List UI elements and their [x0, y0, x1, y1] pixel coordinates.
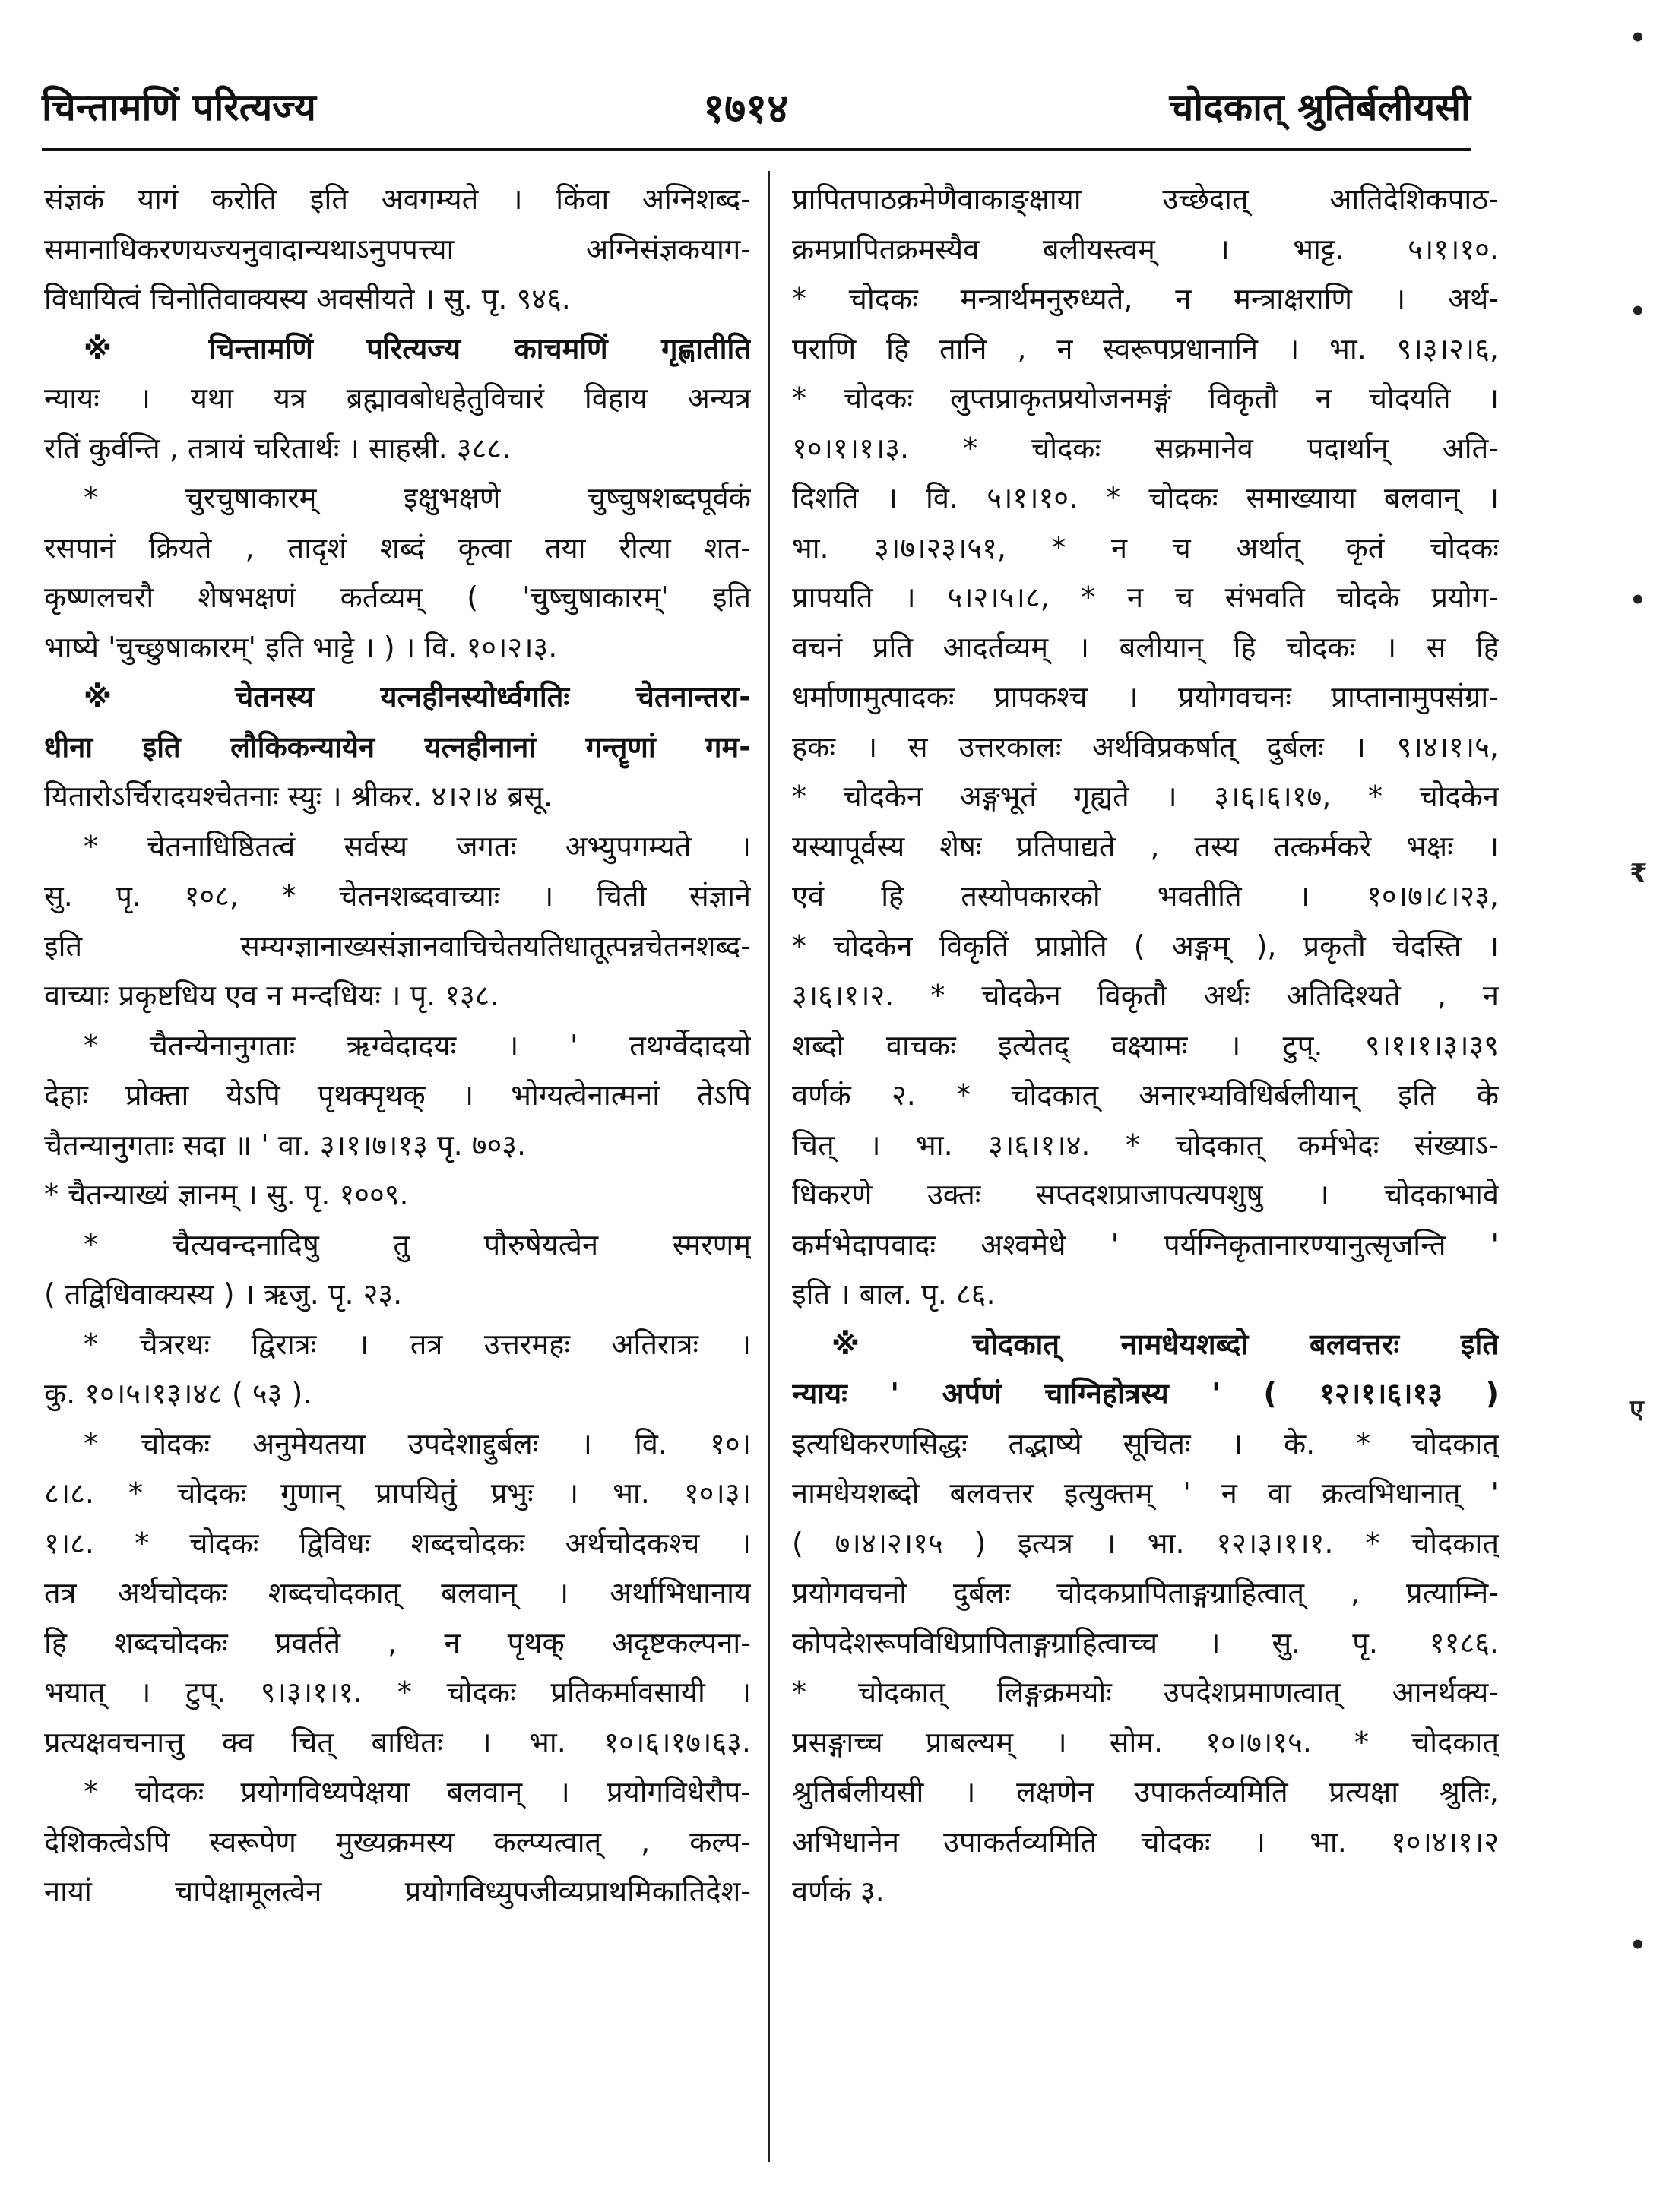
text-line: वर्णकं २. * चोदकात् अनारभ्यविधिर्बलीयान् इति के [792, 1078, 1499, 1112]
text-line: * चोदकः अनुमेयतया उपदेशाद्दुर्बलः । वि. १०। [84, 1426, 751, 1460]
margin-mark: ए [1630, 1394, 1644, 1425]
text-line: संज्ञकं यागं करोति इति अवगम्यते । किंवा अग्निशब्द- [44, 182, 751, 216]
text-line: भाष्ये 'चुच्छुषाकारम्' इति भाट्टे । ) । वि. १०।२।३. [44, 630, 558, 664]
margin-mark: • [1630, 296, 1646, 327]
text-line: नायां चापेक्षामूलत्वेन प्रयोगविध्युपजीव्यप्राथमिकातिदेश- [44, 1875, 751, 1908]
text-line: * चेतनाधिष्ठितत्वं सर्वस्य जगतः अभ्युपगम्यते । [84, 829, 751, 863]
text-line: कु. १०।५।१३।४८ ( ५३ ). [44, 1377, 312, 1410]
text-line: प्रसङ्गाच्च प्राबल्यम् । सोम. १०।७।१५. * चोदकात् [792, 1725, 1499, 1759]
text-line: तत्र अर्थचोदकः शब्दचोदकात् बलवान् । अर्थाभिधानाय [44, 1576, 751, 1609]
text-line: विधायित्वं चिनोतिवाक्यस्य अवसीयते । सु. पृ. ९४६. [44, 282, 571, 315]
text-line: चैतन्यानुगताः सदा ॥ ' वा. ३।१।७।१३ पृ. ७०३. [44, 1128, 527, 1162]
text-line: * चोदकात् लिङ्गक्रमयोः उपदेशप्रमाणत्वात् आनर्थक्य- [792, 1676, 1499, 1709]
text-line: शब्दो वाचकः इत्येतद् वक्ष्यामः । टुप्. ९।१।१।३।३९ [792, 1028, 1499, 1062]
text-line: भयात् । टुप्. ९।३।१।१. * चोदकः प्रतिकर्मावसायी । [44, 1676, 751, 1709]
page-number: १७१४ [703, 84, 789, 132]
text-line: एवं हि तस्योपकारको भवतीति । १०।७।८।२३, [792, 879, 1499, 913]
page-header [42, 72, 1471, 141]
header-rule [42, 148, 1471, 151]
text-line: देहाः प्रोक्ता येऽपि पृथक्पृथक् । भोग्यत्वेनात्मनां तेऽपि [44, 1078, 751, 1112]
left-column [44, 175, 751, 2196]
text-line: प्रापयति । ५।२।५।८, * न च संभवति चोदके प्रयोग- [792, 581, 1499, 614]
text-line: १०।१।१।३. * चोदकः सक्रमानेव पदार्थान् अति- [792, 431, 1499, 465]
text-line: वचनं प्रति आदर्तव्यम् । बलीयान् हि चोदकः । स हि [792, 630, 1499, 664]
text-line: प्रत्यक्षवचनात्तु क्व चित् बाधितः । भा. १०।६।१७।६३. [44, 1725, 751, 1759]
text-line: प्रयोगवचनो दुर्बलः चोदकप्रापिताङ्गग्राहित्वात् , प्रत्याम्नि- [792, 1576, 1499, 1609]
text-line: वाच्याः प्रकृष्टधिय एव न मन्दधियः । पृ. १३८. [44, 979, 499, 1012]
text-line: यस्यापूर्वस्य शेषः प्रतिपाद्यते , तस्य तत्कर्मकरे भक्षः । [792, 829, 1499, 863]
text-line: ( तद्विधिवाक्यस्य ) । ऋजु. पृ. २३. [44, 1277, 403, 1311]
text-line: हि शब्दचोदकः प्रवर्तते , न पृथक् अदृष्टकल्पना- [44, 1625, 751, 1660]
text-line: * चोदकः प्रयोगविध्यपेक्षया बलवान् । प्रयोगविधेरौप- [84, 1775, 751, 1809]
text-line: हकः । स उत्तरकालः अर्थविप्रकर्षात् दुर्बलः । ९।४।१।५, [792, 729, 1499, 764]
text-line: न्यायः । यथा यत्र ब्रह्मावबोधहेतुविचारं विहाय अन्यत्र [44, 381, 751, 415]
text-line: * चुरचुषाकारम् इक्षुभक्षणे चुष्चुषशब्दपूर्वकं [84, 481, 751, 514]
text-line: वर्णकं ३. [792, 1875, 885, 1908]
text-line: रसपानं क्रियते , तादृशं शब्दं कृत्वा तया रीत्या शत- [44, 530, 751, 565]
margin-mark: • [1630, 1930, 1646, 1960]
text-line: समानाधिकरणयज्यनुवादान्यथाऽनुपपत्त्या अग्निसंज्ञकयाग- [44, 232, 751, 266]
text-line: १।८. * चोदकः द्विविधः शब्दचोदकः अर्थचोदकश्च । [44, 1526, 751, 1560]
text-line: कर्मभेदापवादः अश्वमेधे ' पर्यग्निकृतानारण्यानुत्सृजन्ति ' [792, 1227, 1499, 1261]
margin-mark: ₹ [1630, 859, 1648, 889]
text-line: * चोदकः लुप्तप्राकृतप्रयोजनमङ्गं विकृतौ न चोदयति । [792, 381, 1499, 415]
text-line: धर्माणामुत्पादकः प्रापकश्च । प्रयोगवचनः प्राप्तानामुपसंग्रा- [792, 680, 1499, 714]
header-right-keyword: चोदकात् श्रुतिर्बलीयसी [1169, 85, 1471, 129]
text-line: क्रमप्रापितक्रमस्यैव बलीयस्त्वम् । भाट्ट. ५।१।१०. [792, 232, 1499, 266]
text-line: * चैतन्येनानुगताः ऋग्वेदादयः । ' तथर्ग्वेदादयो [84, 1028, 751, 1062]
text-line: ( ७।४।२।१५ ) इत्यत्र । भा. १२।३।१।१. * चोदकात् [792, 1526, 1499, 1560]
text-line: यितारोऽर्चिरादयश्चेतनाः स्युः । श्रीकर. ४।२।४ ब्रसू. [44, 780, 553, 813]
column-divider [768, 171, 770, 2162]
text-line: इति । बाल. पृ. ८६. [792, 1277, 996, 1311]
text-line: * चैतन्याख्यं ज्ञानम् । सु. पृ. १००९. [44, 1178, 409, 1211]
text-line: इत्यधिकरणसिद्धः तद्भाष्ये सूचितः । के. * चोदकात् [792, 1426, 1499, 1460]
text-line: * चोदकेन अङ्गभूतं गृह्यते । ३।६।६।१७, * चोदकेन [792, 780, 1499, 813]
text-line: पराणि हि तानि , न स्वरूपप्रधानानि । भा. ९।३।२।६, [792, 331, 1499, 366]
text-line: नामधेयशब्दो बलवत्तर इत्युक्तम् ' न वा क्रत्वभिधानात् ' [792, 1476, 1499, 1510]
margin-mark: • [1630, 23, 1646, 53]
text-line: * चैत्यवन्दनादिषु तु पौरुषेयत्वेन स्मरणम् [84, 1227, 751, 1261]
text-line: ※ चिन्तामणिं परित्यज्य काचमणिं गृह्णातीति [84, 331, 751, 366]
text-line: धिकरणे उक्तः सप्तदशप्राजापत्यपशुषु । चोदकाभावे [792, 1178, 1499, 1211]
text-line: कोपदेशरूपविधिप्रापिताङ्गग्राहित्वाच्च । सु. पृ. ११८६. [792, 1625, 1499, 1660]
margin-mark: • [1630, 585, 1646, 615]
text-line: ८।८. * चोदकः गुणान् प्रापयितुं प्रभुः । भा. १०।३। [44, 1476, 751, 1510]
margin-marks [1626, 0, 1666, 2212]
text-line: कृष्णलचरौ शेषभक्षणं कर्तव्यम् ( 'चुष्चुषाकारम्' इति [44, 581, 751, 614]
text-line: दिशति । वि. ५।१।१०. * चोदकः समाख्याया बलवान् । [792, 481, 1499, 514]
text-line: चित् । भा. ३।६।१।४. * चोदकात् कर्मभेदः संख्याऽ- [792, 1128, 1499, 1162]
right-column [792, 175, 1499, 2196]
text-line: ※ चोदकात् नामधेयशब्दो बलवत्तरः इति [831, 1327, 1499, 1361]
text-line: ※ चेतनस्य यत्नहीनस्योर्ध्वगतिः चेतनान्तरा- [84, 680, 751, 714]
text-line: श्रुतिर्बलीयसी । लक्षणेन उपाकर्तव्यमिति प्रत्यक्षा श्रुतिः, [792, 1775, 1499, 1809]
text-line: रतिं कुर्वन्ति , तत्रायं चरितार्थः । साहस्री. ३८८. [44, 431, 512, 465]
text-line: प्रापितपाठक्रमेणैवाकाङ्क्षाया उच्छेदात् आतिदेशिकपाठ- [792, 182, 1499, 216]
text-line: भा. ३।७।२३।५१, * न च अर्थात् कृतं चोदकः [792, 530, 1499, 565]
text-line: * चोदकः मन्त्रार्थमनुरुध्यते, न मन्त्राक्षराणि । अर्थ- [792, 282, 1499, 315]
text-line: ३।६।१।२. * चोदकेन विकृतौ अर्थः अतिदिश्यते , न [792, 979, 1499, 1012]
text-line: सु. पृ. १०८, * चेतनशब्दवाच्याः । चिती संज्ञाने [44, 879, 751, 913]
text-line: धीना इति लौकिकन्यायेन यत्नहीनानां गन्तॄणां गम- [44, 729, 751, 764]
text-line: देशिकत्वेऽपि स्वरूपेण मुख्यक्रमस्य कल्प्यत्वात् , कल्प- [44, 1824, 751, 1859]
text-line: अभिधानेन उपाकर्तव्यमिति चोदकः । भा. १०।४।१।२ [792, 1824, 1499, 1859]
header-left-keyword: चिन्तामणिं परित्यज्य [42, 85, 316, 129]
text-line: न्यायः ' अर्पणं चाग्निहोत्रस्य ' ( १२।१।६।१३ ) [792, 1377, 1499, 1410]
text-line: इति सम्यग्ज्ञानाख्यसंज्ञानवाचिचेतयतिधातूत्पन्नचेतनशब्द- [44, 929, 751, 963]
text-line: * चोदकेन विकृतिं प्राप्नोति ( अङ्गम् ), प्रकृतौ चेदस्ति । [792, 929, 1499, 963]
text-line: * चैत्ररथः द्विरात्रः । तत्र उत्तरमहः अतिरात्रः । [84, 1327, 751, 1361]
